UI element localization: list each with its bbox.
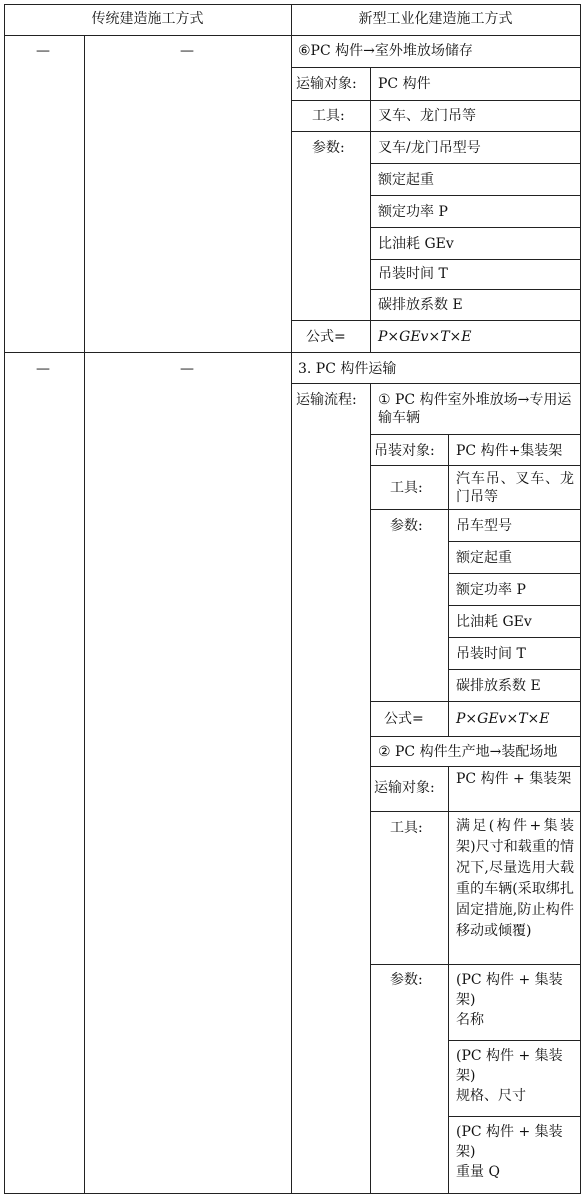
row1-dash-a: — (36, 43, 50, 59)
row1-param-rated-power: 额定功率 P (378, 204, 448, 220)
step2-param-spec-line1: (PC 构件 + 集装架) (456, 1048, 563, 1084)
step1-tools-value: 汽车吊、叉车、龙门吊等 (456, 471, 574, 505)
step1-param-fuel: 比油耗 GEv (456, 614, 532, 630)
step1-tools-label: 工具: (390, 480, 423, 496)
row1-formula-label: 公式= (306, 329, 346, 345)
step2-object-label: 运输对象: (374, 780, 435, 796)
step1-param-time: 吊装时间 T (456, 646, 526, 662)
step2-param-weight-line1: (PC 构件 + 集装架) (456, 1124, 563, 1160)
row1-param-fuel: 比油耗 GEv (378, 236, 454, 252)
step1-title: ① PC 构件室外堆放场→专用运输车辆 (378, 392, 572, 426)
row2-dash-b: — (180, 361, 194, 377)
row2-flow-label: 运输流程: (296, 392, 357, 408)
row2-section-title: 3. PC 构件运输 (298, 361, 397, 377)
step2-tools-value: 满足(构件+集装架)尺寸和载重的情况下,尽量选用大载重的车辆(采取绑扎固定措施,防止构件移动或倾覆) (456, 818, 574, 939)
step2-object-value: PC 构件 + 集装架 (456, 771, 572, 787)
row1-section-title: ⑥PC 构件→室外堆放场储存 (298, 43, 473, 59)
row1-tools-label: 工具: (312, 108, 345, 124)
row1-param-model: 叉车/龙门吊型号 (378, 140, 481, 156)
row1-param-rated-load: 额定起重 (378, 172, 434, 188)
step2-params-label: 参数: (390, 972, 423, 988)
header-traditional: 传统建造施工方式 (91, 11, 204, 27)
step1-param-model: 吊车型号 (456, 518, 512, 534)
row1-params-label: 参数: (312, 140, 345, 156)
row1-param-emission: 碳排放系数 E (378, 297, 463, 313)
step2-tools-label: 工具: (390, 820, 423, 836)
step2-title: ② PC 构件生产地→装配场地 (378, 744, 558, 760)
header-industrialized: 新型工业化建造施工方式 (358, 11, 513, 27)
row1-formula: P×GEv×T×E (378, 329, 472, 345)
step1-param-rated-power: 额定功率 P (456, 582, 526, 598)
row2-dash-a: — (36, 361, 50, 377)
row1-dash-b: — (180, 43, 194, 59)
row1-tools-value: 叉车、龙门吊等 (378, 108, 476, 124)
step2-param-name (456, 970, 574, 1030)
step1-formula-label: 公式= (384, 711, 424, 727)
row1-param-time: 吊装时间 T (378, 266, 448, 282)
step2-param-name-line2: 名称 (456, 1012, 484, 1028)
step1-formula: P×GEv×T×E (456, 711, 550, 727)
step2-param-spec (456, 1046, 574, 1106)
step2-param-spec-line2: 规格、尺寸 (456, 1088, 526, 1104)
step2-param-weight (456, 1122, 574, 1182)
step1-params-label: 参数: (390, 518, 423, 534)
step1-object-value: PC 构件+集装架 (456, 443, 563, 459)
row1-object-label: 运输对象: (296, 76, 357, 92)
row1-object-value: PC 构件 (378, 76, 431, 92)
step1-param-rated-load: 额定起重 (456, 550, 512, 566)
step2-param-name-line1: (PC 构件 + 集装架) (456, 972, 563, 1008)
step1-param-emission: 碳排放系数 E (456, 678, 541, 694)
step1-object-label: 吊装对象: (374, 443, 435, 459)
step2-param-weight-line2: 重量 Q (456, 1164, 500, 1180)
